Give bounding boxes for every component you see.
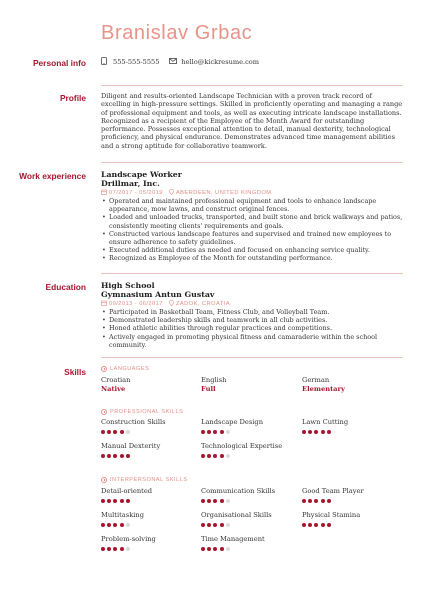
rating-dot (220, 430, 224, 434)
rating-dot (126, 454, 130, 458)
rating-dot (107, 547, 111, 551)
info-circle-icon (101, 409, 107, 415)
list-item: • Honed athletic abilities through regular practices and competitions. (101, 324, 403, 332)
rating-dot (126, 499, 130, 503)
education-meta (101, 299, 403, 308)
rating-dot (220, 454, 224, 458)
professional-skills-subheading (101, 409, 183, 415)
skill-rating (101, 523, 132, 527)
rating-dot (308, 523, 312, 527)
language-level: Full (201, 385, 216, 393)
education-bullets (101, 308, 403, 349)
skill-rating (201, 523, 232, 527)
list-item: • Demonstrated leadership skills and teamwork in all club activities. (101, 316, 403, 324)
rating-dot (120, 547, 124, 551)
skill-rating (302, 430, 333, 434)
interpersonal-skills-title: INTERPERSONAL SKILLS (110, 477, 188, 483)
phone-number: 555-555-5555 (113, 58, 160, 66)
rating-dot (226, 499, 230, 503)
rating-dot (220, 523, 224, 527)
rating-dot (302, 430, 306, 434)
rating-dot (207, 523, 211, 527)
rating-dot (213, 430, 217, 434)
list-item: • Loaded and unloaded trucks, transported, and built stone and brick walkways and patios, consistently meeting clients' requirements and goals. (101, 213, 403, 229)
rating-dot (302, 499, 306, 503)
job-dates: 07/2017 - 05/2019 (109, 189, 163, 196)
profile-label: Profile (59, 93, 86, 103)
skill-name: Organisational Skills (201, 511, 272, 519)
contact-line (101, 57, 403, 67)
skill-rating (201, 547, 232, 551)
education-label: Education (45, 282, 86, 292)
skill-rating (302, 499, 333, 503)
rating-dot (120, 499, 124, 503)
rating-dot (126, 523, 130, 527)
rating-dot (207, 430, 211, 434)
job-meta (101, 188, 403, 197)
education-entry (101, 281, 403, 349)
skill-rating (201, 454, 232, 458)
list-item: • Recognized as Employee of the Month for outstanding performance. (101, 254, 403, 262)
language-name: German (302, 376, 330, 384)
work-entry (101, 170, 403, 263)
divider (101, 162, 403, 163)
languages-subheading (101, 366, 149, 372)
rating-dot (213, 454, 217, 458)
rating-dot (207, 547, 211, 551)
rating-dot (327, 499, 331, 503)
skill-rating (201, 430, 232, 434)
rating-dot (101, 547, 105, 551)
rating-dot (213, 523, 217, 527)
skill-name: Manual Dexterity (101, 442, 161, 450)
rating-dot (101, 430, 105, 434)
language-name: English (201, 376, 227, 384)
job-bullets (101, 197, 403, 263)
skill-name: Detail-oriented (101, 487, 153, 495)
rating-dot (207, 499, 211, 503)
rating-dot (308, 499, 312, 503)
rating-dot (201, 523, 205, 527)
rating-dot (107, 523, 111, 527)
education-dates: 09/2013 - 06/2017 (109, 300, 163, 307)
rating-dot (321, 523, 325, 527)
rating-dot (120, 454, 124, 458)
rating-dot (220, 499, 224, 503)
skill-name: Communication Skills (201, 487, 276, 495)
skills-label: Skills (64, 367, 86, 377)
rating-dot (107, 454, 111, 458)
rating-dot (327, 523, 331, 527)
location-pin-icon (169, 300, 174, 308)
rating-dot (226, 454, 230, 458)
rating-dot (314, 523, 318, 527)
language-level: Native (101, 385, 126, 393)
skill-rating (101, 454, 132, 458)
rating-dot (101, 499, 105, 503)
skill-name: Technological Expertise (201, 442, 283, 450)
rating-dot (226, 523, 230, 527)
job-title: Landscape Worker (101, 170, 182, 179)
rating-dot (126, 430, 130, 434)
rating-dot (201, 547, 205, 551)
skill-name: Landscape Design (201, 418, 264, 426)
languages-title: LANGUAGES (110, 366, 150, 372)
list-item: • Operated and maintained professional equipment and tools to enhance landscape appearance, mow lawns, and construct original fences. (101, 197, 403, 213)
list-item: • Executed additional duties as needed and focused on enhancing service quality. (101, 246, 403, 254)
rating-dot (302, 523, 306, 527)
skill-rating (101, 499, 132, 503)
divider (101, 273, 403, 274)
rating-dot (308, 430, 312, 434)
rating-dot (113, 523, 117, 527)
calendar-icon (101, 300, 107, 308)
language-level: Elementary (302, 385, 345, 393)
rating-dot (213, 499, 217, 503)
rating-dot (220, 547, 224, 551)
rating-dot (113, 499, 117, 503)
list-item: • Constructed various landscape features and supervised and trained new employees to ensure adherence to safety guidelines. (101, 230, 403, 246)
rating-dot (201, 454, 205, 458)
rating-dot (126, 547, 130, 551)
rating-dot (120, 523, 124, 527)
degree-title: High School (101, 281, 155, 290)
candidate-name: Branislav Grbac (101, 22, 253, 44)
rating-dot (107, 499, 111, 503)
skill-name: Good Team Player (302, 487, 364, 495)
rating-dot (101, 523, 105, 527)
work-experience-label: Work experience (19, 171, 86, 181)
profile-text: Diligent and results-oriented Landscape Technician with a proven track record of excelling in high-pressure settings. Skilled in proficiently operating and managing a range of professional equipment and tools, as well as executing intricate landscape installations. Recognized as a recipient of the Employee of the Month Award for outstanding performance. Possesses exceptional attention to detail, manual dexterity, technological proficiency, and physical endurance. Demonstrates advanced time management abilities and a strong aptitude for collaborative teamwork. (101, 92, 403, 150)
list-item: • Participated in Basketball Team, Fitness Club, and Volleyball Team. (101, 308, 403, 316)
skill-name: Time Management (201, 535, 265, 543)
skill-name: Physical Stamina (302, 511, 361, 519)
rating-dot (314, 499, 318, 503)
skill-name: Lawn Cutting (302, 418, 349, 426)
rating-dot (226, 547, 230, 551)
rating-dot (201, 499, 205, 503)
education-location: ZADOK, CROATIA (175, 300, 231, 307)
job-location: ABERDEEN, UNITED KINGDOM (175, 189, 272, 196)
mail-icon (169, 58, 177, 66)
location-pin-icon (169, 189, 174, 197)
rating-dot (321, 430, 325, 434)
list-item: • Actively engaged in promoting physical fitness and camaraderie within the school community. (101, 333, 403, 349)
skill-rating (101, 430, 132, 434)
rating-dot (314, 430, 318, 434)
rating-dot (113, 454, 117, 458)
calendar-icon (101, 189, 107, 197)
language-name: Croatian (101, 376, 131, 384)
phone-icon (101, 57, 107, 67)
rating-dot (113, 547, 117, 551)
skill-name: Construction Skills (101, 418, 166, 426)
rating-dot (226, 430, 230, 434)
skill-rating (201, 499, 232, 503)
skill-rating (302, 523, 333, 527)
rating-dot (213, 547, 217, 551)
divider (101, 357, 403, 358)
rating-dot (107, 430, 111, 434)
info-circle-icon (101, 366, 107, 372)
rating-dot (201, 430, 205, 434)
divider (101, 85, 403, 86)
info-circle-icon (101, 477, 107, 483)
company-name: Drillmar, Inc. (101, 179, 160, 188)
rating-dot (321, 499, 325, 503)
school-name: Gymnasium Antun Gustav (101, 290, 215, 299)
professional-skills-title: PROFESSIONAL SKILLS (110, 409, 184, 415)
rating-dot (207, 454, 211, 458)
skill-name: Problem-solving (101, 535, 156, 543)
personal-info-label: Personal info (32, 58, 86, 68)
email-address: hello@kickresume.com (181, 58, 259, 66)
rating-dot (327, 430, 331, 434)
skill-rating (101, 547, 132, 551)
skill-name: Multitasking (101, 511, 145, 519)
rating-dot (120, 430, 124, 434)
rating-dot (101, 454, 105, 458)
rating-dot (113, 430, 117, 434)
interpersonal-skills-subheading (101, 477, 188, 483)
